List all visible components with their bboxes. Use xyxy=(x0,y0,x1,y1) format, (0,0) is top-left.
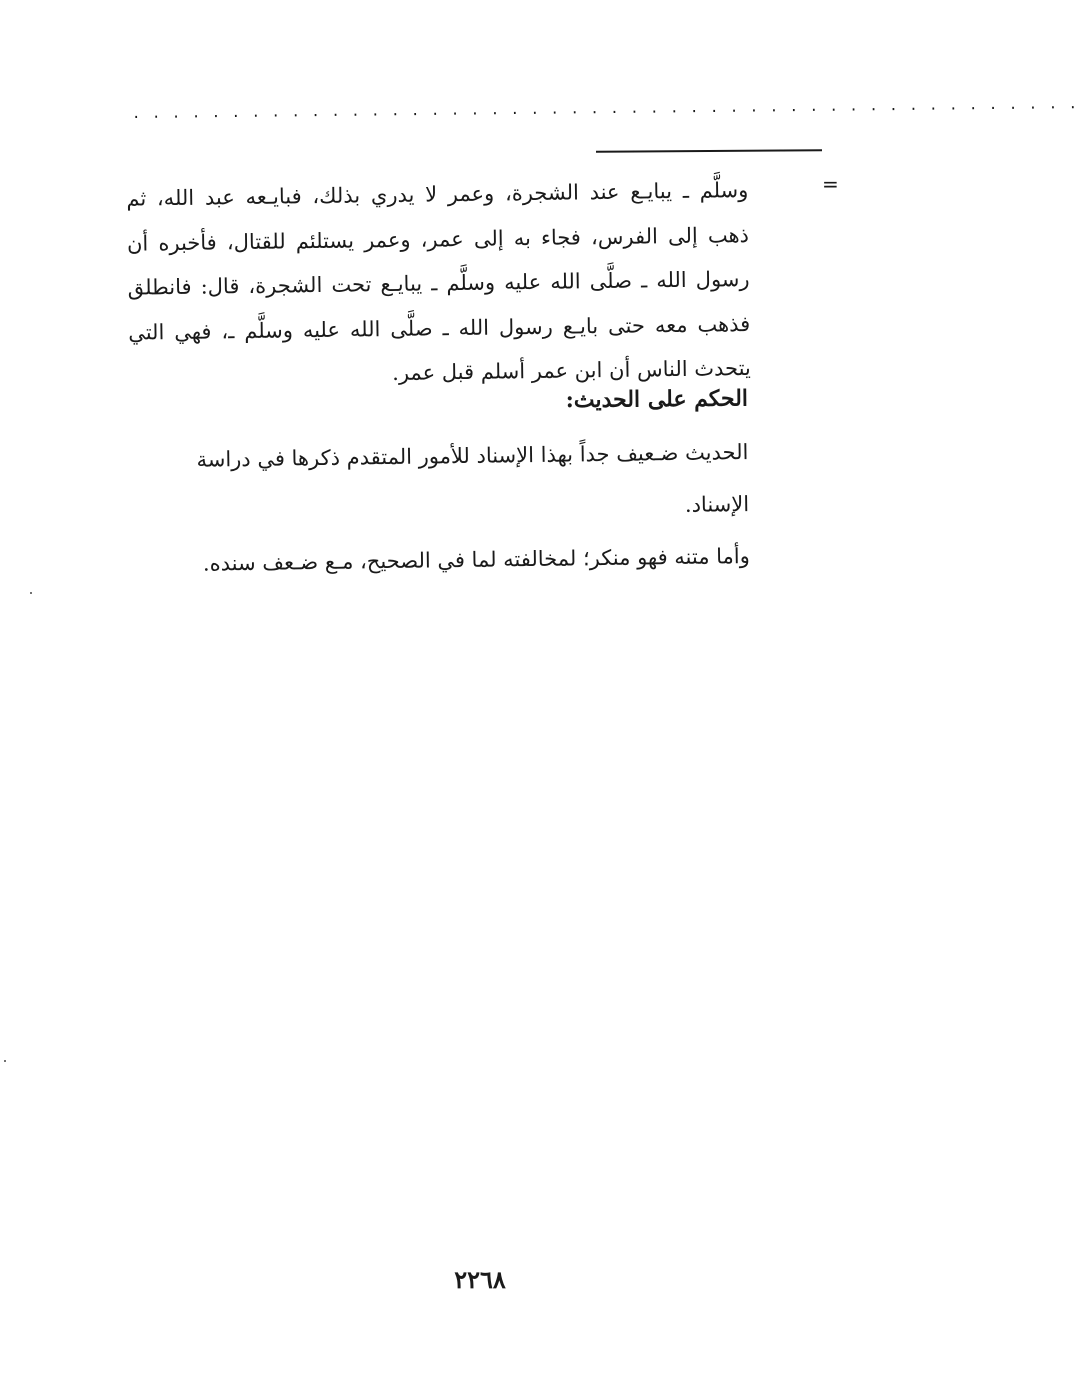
footnote-line: يتحدث الناس أن ابن عمر أسلم قبل عمر. xyxy=(392,355,751,385)
footnote-line: رسول الله ـ صلَّى الله عليه وسلَّم ـ يبايـع تحت الشجرة، قال: فانطلق xyxy=(127,266,750,300)
footnote-line: ذهب إلى الفرس، فجاء به إلى عمر، وعمر يستلئم للقتال، فأخبره أن xyxy=(126,222,750,256)
footnote-text xyxy=(126,168,751,399)
ruling-heading: الحكم على الحديث: xyxy=(565,385,749,414)
scan-speck xyxy=(30,592,32,594)
page-number: ٢٢٦٨ xyxy=(454,1265,506,1294)
ruling-body xyxy=(130,426,750,591)
footnote-line: وسلَّم ـ يبايـع عند الشجرة، وعمر لا يدري بذلك، فبايـعه عبد الله، ثم xyxy=(126,177,749,211)
ruling-paragraph: الحديث ضـعيف جداً بهذا الإسناد للأمور المتقدم ذكرها في دراسة الإسناد. xyxy=(196,439,750,517)
footnote-rule xyxy=(596,149,822,153)
scan-speck xyxy=(4,1060,6,1062)
footnote-line: فذهب معه حتى بايـع رسول الله ـ صلَّى الله عليه وسلَّم ـ، فهي التي xyxy=(128,311,751,345)
ruling-paragraph: وأما متنه فهو منكر؛ لمخالفته لما في الصحيح، مـع ضـعف سنده. xyxy=(202,543,750,576)
dotted-separator: ................................................ xyxy=(131,95,1089,122)
continuation-mark: = xyxy=(822,172,839,196)
